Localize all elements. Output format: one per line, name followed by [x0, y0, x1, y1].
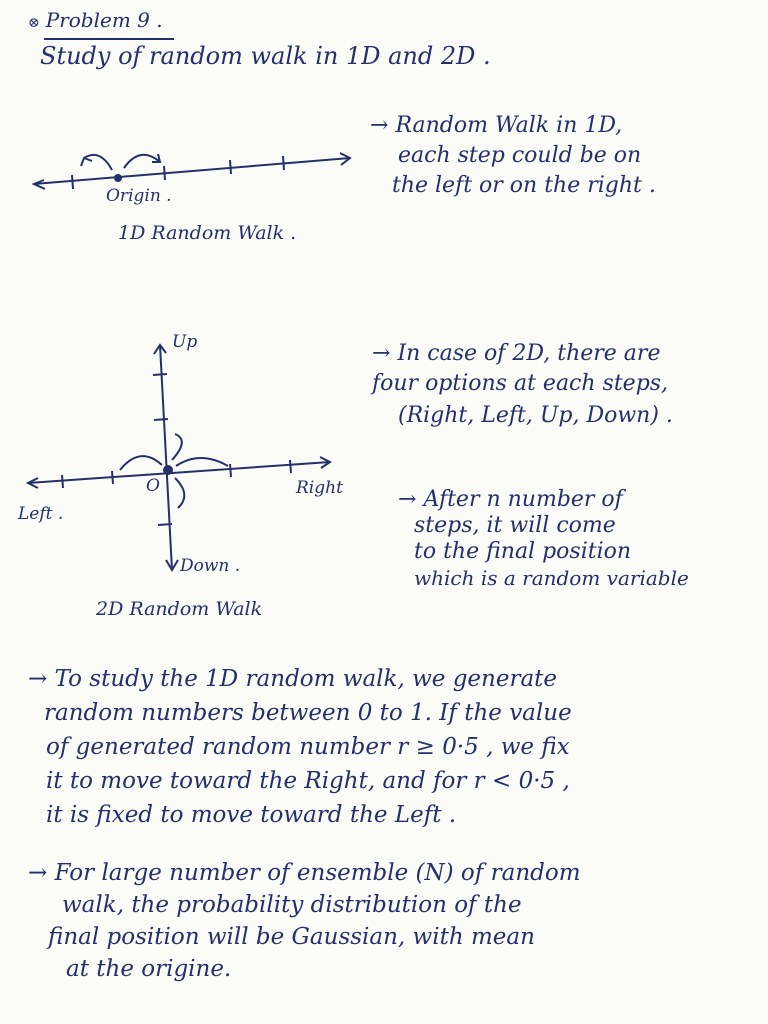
- note-1d-line: → Random Walk in 1D,: [370, 113, 623, 138]
- diagram-1d: [34, 153, 350, 189]
- paragraph-line: at the origine.: [66, 956, 232, 982]
- left-step-arrow-icon: [120, 456, 162, 470]
- paragraph-line: → For large number of ensemble (N) of random: [28, 860, 581, 886]
- problem-subtitle: Study of random walk in 1D and 2D .: [40, 42, 491, 70]
- right-arrow-icon: →: [372, 341, 391, 366]
- note-final-line: which is a random variable: [414, 566, 689, 590]
- caption-2d: 2D Random Walk: [96, 598, 263, 620]
- tick-2d: [230, 464, 231, 477]
- right-label: Right: [296, 478, 343, 498]
- tick-2d: [62, 475, 63, 488]
- paragraph-line: final position will be Gaussian, with mean: [48, 924, 535, 950]
- paragraph-line: walk, the probability distribution of the: [62, 892, 522, 918]
- origin-dot-1d: [115, 175, 121, 181]
- number-line-1d: [34, 158, 350, 184]
- note-final-line: → After n number of: [398, 487, 623, 512]
- note-final-line: steps, it will come: [414, 513, 616, 538]
- down-step-arrow-icon: [175, 478, 184, 508]
- left-step-arrow-icon: [84, 155, 112, 170]
- right-arrow-icon: →: [28, 860, 48, 886]
- paragraph-line: random numbers between 0 to 1. If the value: [44, 700, 572, 726]
- vertical-axis-2d: [160, 345, 172, 570]
- up-label: Up: [172, 332, 198, 352]
- right-arrow-icon: →: [28, 666, 48, 692]
- note-1d-line: the left or on the right .: [392, 173, 656, 198]
- tick-2d: [154, 419, 168, 420]
- origin-dot-2d: [164, 466, 172, 474]
- tick-2d: [158, 524, 172, 525]
- origin-label-1d: Origin .: [106, 186, 172, 206]
- tick-1d: [283, 156, 284, 170]
- problem-title: ⊗ Problem 9 .: [28, 8, 163, 32]
- right-step-arrow-icon: [176, 458, 228, 466]
- caption-1d: 1D Random Walk .: [118, 222, 297, 244]
- paragraph-line: it to move toward the Right, and for r < 0·5 ,: [46, 768, 570, 794]
- origin-label-2d: O: [146, 476, 160, 496]
- paragraph-line: it is fixed to move toward the Left .: [46, 802, 457, 828]
- paragraph-line: of generated random number r ≥ 0·5 , we fix: [46, 734, 570, 760]
- note-2d-line: (Right, Left, Up, Down) .: [398, 403, 673, 428]
- up-step-arrow-icon: [172, 434, 182, 460]
- note-2d-line: → In case of 2D, there are: [372, 341, 661, 366]
- tick-2d: [112, 471, 113, 484]
- note-1d-line: each step could be on: [398, 143, 642, 168]
- tick-1d: [72, 175, 73, 189]
- tick-1d: [230, 160, 231, 174]
- left-label: Left .: [18, 504, 64, 524]
- note-2d-line: four options at each steps,: [372, 371, 669, 396]
- diagram-2d: [28, 345, 330, 570]
- right-arrow-icon: →: [370, 113, 389, 138]
- paragraph-line: → To study the 1D random walk, we generate: [28, 666, 558, 692]
- left-step-arrowhead-icon: [81, 158, 92, 166]
- right-arrow-icon: →: [398, 487, 417, 512]
- crossed-circle-icon: ⊗: [28, 15, 40, 31]
- tick-1d: [164, 166, 165, 180]
- tick-2d: [290, 460, 291, 473]
- tick-2d: [153, 374, 167, 375]
- down-label: Down .: [180, 556, 241, 576]
- note-final-line: to the final position: [414, 539, 632, 564]
